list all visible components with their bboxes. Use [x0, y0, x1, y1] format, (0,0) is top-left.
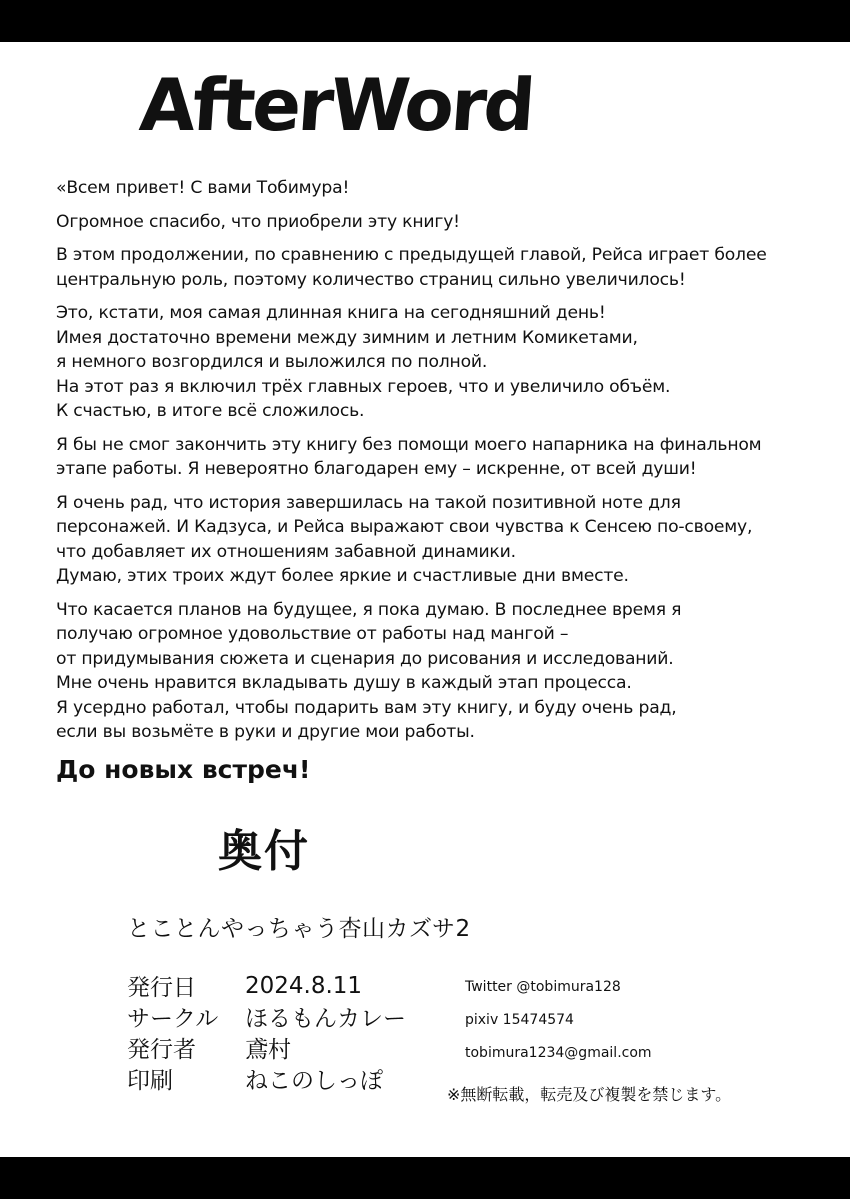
info-label: サークル — [127, 1006, 219, 1032]
pixiv-id: pixiv 15474574 — [465, 1012, 574, 1028]
text-line: получаю огромное удовольствие от работы над мангой – — [56, 624, 569, 644]
text-line: если вы возьмёте в руки и другие мои работы. — [56, 722, 475, 742]
text-line: Думаю, этих троих ждут более яркие и счастливые дни вместе. — [56, 566, 629, 586]
text-line: Что касается планов на будущее, я пока думаю. В последнее время я — [56, 599, 682, 620]
text-line: Это, кстати, моя самая длинная книга на сегодняшний день! — [56, 303, 606, 323]
copyright-notice: ※無断転載，転売及び複製を禁じます。 — [447, 1085, 732, 1104]
paragraph — [56, 491, 836, 589]
info-row-publisher — [127, 1032, 406, 1063]
info-label: 発行者 — [127, 1037, 196, 1063]
paragraph — [56, 433, 836, 482]
paragraph — [56, 243, 836, 292]
text-line: этапе работы. Я невероятно благодарен ему – искренне, от всей души! — [56, 459, 697, 479]
afterword-body — [56, 176, 836, 754]
text-line: На этот раз я включил трёх главных героев, что и увеличило объём. — [56, 376, 671, 397]
text-line: персонажей. И Кадзуса, и Рейса выражают свои чувства к Сенсею по-своему, — [56, 517, 753, 537]
text-line: К счастью, в итоге всё сложилось. — [56, 401, 365, 421]
text-line: Я усердно работал, чтобы подарить вам эту книгу, и буду очень рад, — [56, 697, 677, 718]
bottom-border-bar — [0, 1157, 850, 1199]
info-row-date — [127, 970, 406, 1001]
text-line: Я очень рад, что история завершилась на такой позитивной ноте для — [56, 492, 681, 513]
paragraph — [56, 598, 836, 745]
email-address: tobimura1234@gmail.com — [465, 1045, 652, 1061]
text-line: Я бы не смог закончить эту книгу без помощи моего напарника на финальном — [56, 434, 762, 455]
paragraph — [56, 176, 836, 201]
afterword-title: AfterWord — [137, 63, 536, 147]
twitter-handle: Twitter @tobimura128 — [465, 979, 621, 995]
farewell-text: До новых встреч! — [56, 755, 311, 784]
info-row-printer — [127, 1063, 406, 1094]
paragraph — [56, 301, 836, 424]
top-border-bar — [0, 0, 850, 42]
colophon-heading: 奥付 — [218, 826, 310, 877]
text-line: что добавляет их отношениям забавной динамики. — [56, 541, 516, 562]
book-title: とことんやっちゃう杏山カズサ2 — [127, 916, 471, 942]
text-line: Огромное спасибо, что приобрели эту книгу! — [56, 211, 460, 232]
info-label: 発行日 — [127, 975, 196, 1001]
text-line: В этом продолжении, по сравнению с предыдущей главой, Рейса играет более — [56, 245, 767, 265]
text-line: Имея достаточно времени между зимним и летним Комикетами, — [56, 327, 638, 348]
info-value: 2024.8.11 — [245, 972, 363, 999]
colophon-info-table — [127, 970, 406, 1094]
contact-list — [465, 976, 652, 1075]
info-value: ほるもんカレー — [245, 1006, 406, 1032]
info-value: ねこのしっぽ — [245, 1068, 383, 1094]
text-line: центральную роль, поэтому количество страниц сильно увеличилось! — [56, 269, 686, 290]
text-line: от придумывания сюжета и сценария до рисования и исследований. — [56, 648, 674, 669]
info-label: 印刷 — [127, 1068, 173, 1094]
text-line: Мне очень нравится вкладывать душу в каждый этап процесса. — [56, 673, 632, 693]
info-value: 鳶村 — [245, 1037, 291, 1063]
info-row-circle — [127, 1001, 406, 1032]
paragraph — [56, 210, 836, 235]
text-line: «Всем привет! С вами Тобимура! — [56, 178, 350, 198]
text-line: я немного возгордился и выложился по полной. — [56, 352, 488, 372]
